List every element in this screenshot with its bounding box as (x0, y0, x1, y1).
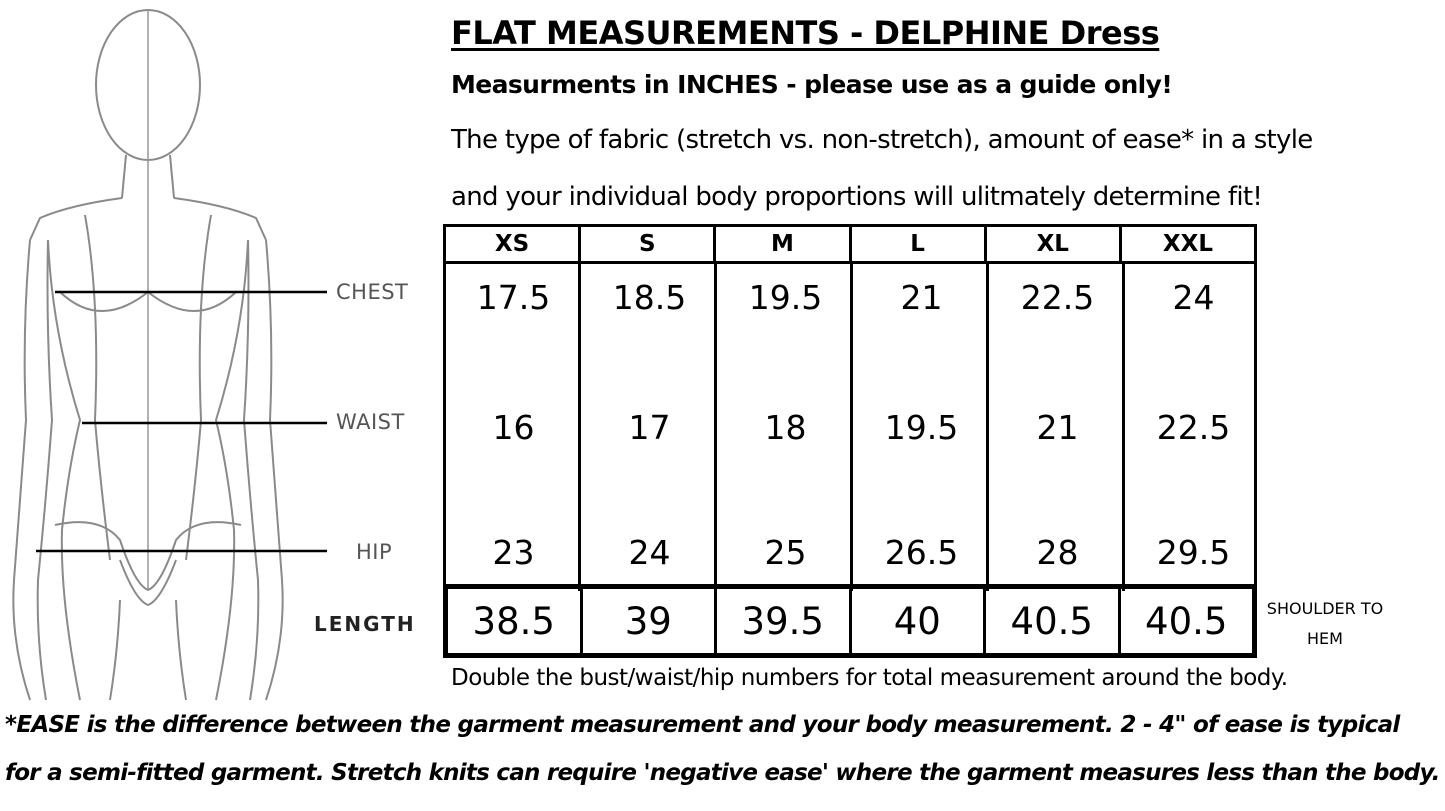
length-l: 40 (852, 589, 987, 653)
chest-xl: 22.5 (1020, 278, 1095, 317)
size-table (443, 224, 1257, 658)
body-outline-illustration (0, 0, 440, 705)
length-label: LENGTH (314, 612, 416, 636)
length-m: 39.5 (717, 589, 852, 653)
intro-text-line-1: The type of fabric (stretch vs. non-stretch), amount of ease* in a style (451, 125, 1313, 155)
length-row (443, 584, 1257, 658)
hip-xs: 23 (492, 533, 535, 572)
ease-note-line-1: *EASE is the difference between the garment measurement and your body measurement. 2 - 4" of ease is typical (5, 712, 1400, 738)
waist-xxl: 22.5 (1156, 408, 1231, 447)
length-s: 39 (583, 589, 718, 653)
hip-s: 24 (628, 533, 671, 572)
waist-l: 19.5 (884, 408, 959, 447)
chest-l: 21 (900, 278, 943, 317)
measurement-frame (443, 261, 1257, 591)
hip-label: HIP (356, 540, 393, 564)
page-title: FLAT MEASUREMENTS - DELPHINE Dress (451, 14, 1160, 52)
length-xxl: 40.5 (1145, 599, 1228, 643)
chest-label: CHEST (336, 280, 409, 304)
waist-xl: 21 (1036, 408, 1079, 447)
waist-s: 17 (628, 408, 671, 447)
chest-m: 19.5 (748, 278, 823, 317)
chest-s: 18.5 (612, 278, 687, 317)
hip-xxl: 29.5 (1156, 533, 1231, 572)
size-header-xxl: XXL (1162, 231, 1213, 257)
size-header-s: S (581, 227, 716, 261)
chest-xxl: 24 (1172, 278, 1215, 317)
waist-label: WAIST (336, 410, 405, 434)
ease-note-line-2: for a semi-fitted garment. Stretch knits can require 'negative ease' where the garment measures less than the body. (5, 760, 1440, 786)
double-measurement-note: Double the bust/waist/hip numbers for total measurement around the body. (451, 665, 1288, 691)
subtitle: Measurments in INCHES - please use as a guide only! (451, 70, 1173, 99)
length-xl: 40.5 (986, 589, 1121, 653)
waist-m: 18 (764, 408, 807, 447)
hip-m: 25 (764, 533, 807, 572)
hip-xl: 28 (1036, 533, 1079, 572)
size-header-xl: XL (987, 227, 1122, 261)
size-header-row (443, 224, 1257, 264)
hip-l: 26.5 (884, 533, 959, 572)
waist-xs: 16 (492, 408, 535, 447)
size-header-l: L (852, 227, 987, 261)
size-header-xs: XS (446, 227, 581, 261)
body-figure (0, 0, 440, 705)
chest-xs: 17.5 (476, 278, 551, 317)
length-note: SHOULDER TO HEM (1266, 599, 1384, 648)
length-xs: 38.5 (448, 589, 583, 653)
intro-text-line-2: and your individual body proportions will ulitmately determine fit! (451, 182, 1263, 212)
size-header-m: M (716, 227, 851, 261)
